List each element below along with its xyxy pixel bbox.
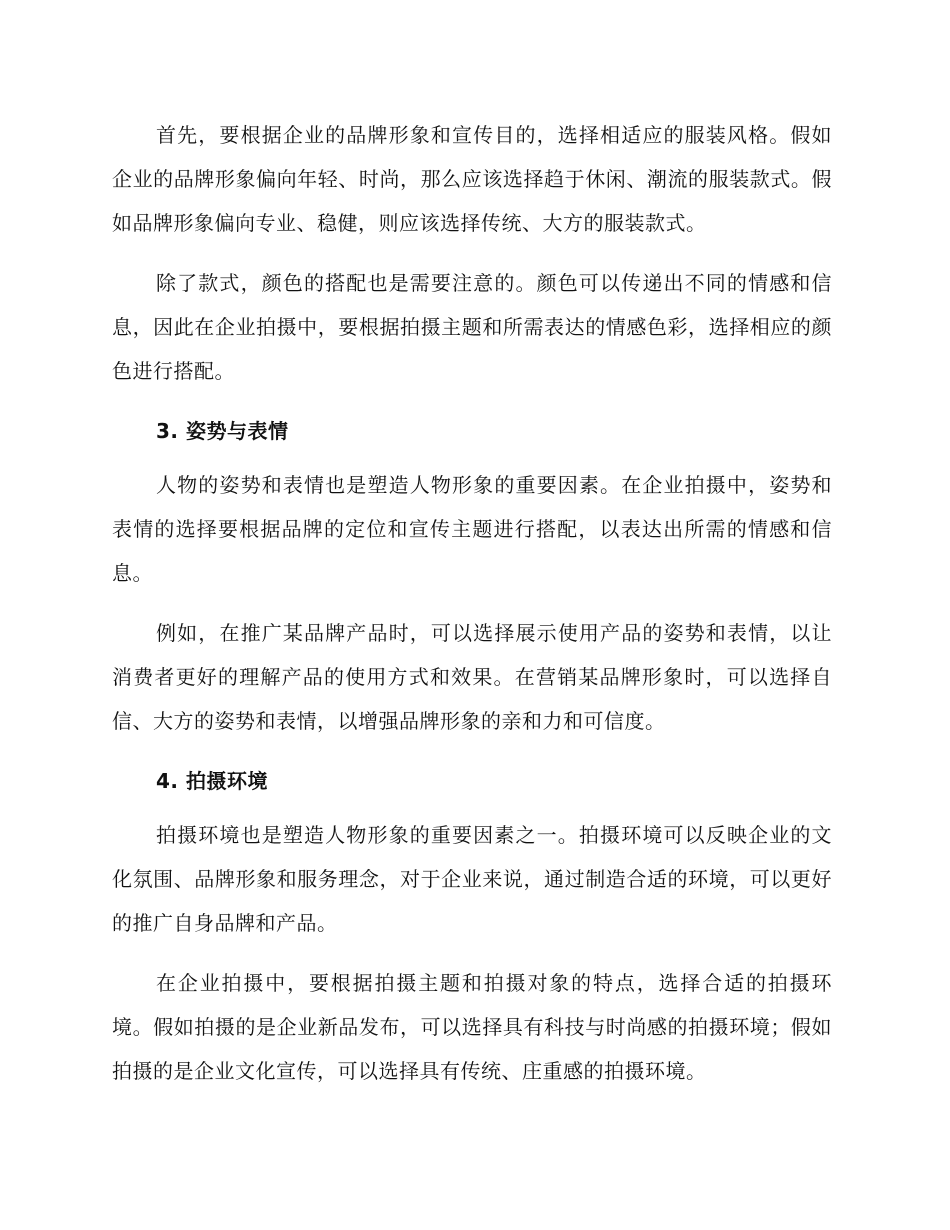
paragraph-clothing-style: 首先，要根据企业的品牌形象和宣传目的，选择相适应的服装风格。假如企业的品牌形象偏向年轻、时尚，那么应该选择趋于休闲、潮流的服装款式。假如品牌形象偏向专业、稳健，则应该选择传统、大方的服装款式。 (112, 123, 832, 235)
paragraph-environment-importance: 拍摄环境也是塑造人物形象的重要因素之一。拍摄环境可以反映企业的文化氛围、品牌形象和服务理念，对于企业来说，通过制造合适的环境，可以更好的推广自身品牌和产品。 (112, 823, 832, 935)
paragraph-color-matching: 除了款式，颜色的搭配也是需要注意的。颜色可以传递出不同的情感和信息，因此在企业拍摄中，要根据拍摄主题和所需表达的情感色彩，选择相应的颜色进行搭配。 (112, 271, 832, 383)
section-heading-pose-expression: 3. 姿势与表情 (156, 419, 289, 443)
document-page (112, 113, 832, 1109)
paragraph-environment-choice: 在企业拍摄中，要根据拍摄主题和拍摄对象的特点，选择合适的拍摄环境。假如拍摄的是企业新品发布，可以选择具有科技与时尚感的拍摄环境；假如拍摄的是企业文化宣传，可以选择具有传统、庄重感的拍摄环境。 (112, 971, 832, 1083)
section-heading-environment: 4. 拍摄环境 (156, 769, 268, 793)
paragraph-pose-example: 例如，在推广某品牌产品时，可以选择展示使用产品的姿势和表情，以让消费者更好的理解产品的使用方式和效果。在营销某品牌形象时，可以选择自信、大方的姿势和表情，以增强品牌形象的亲和力和可信度。 (112, 621, 832, 733)
paragraph-pose-importance: 人物的姿势和表情也是塑造人物形象的重要因素。在企业拍摄中，姿势和表情的选择要根据品牌的定位和宣传主题进行搭配，以表达出所需的情感和信息。 (112, 473, 832, 585)
